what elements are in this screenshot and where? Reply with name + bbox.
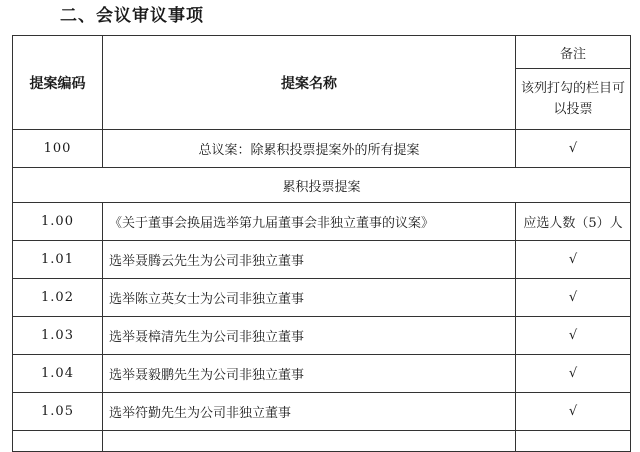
total-row [13,130,631,168]
proposal-name: 总议案：除累积投票提案外的所有提案 [103,130,516,168]
vote-note: 应选人数（5）人 [516,203,631,241]
table-row [13,393,631,431]
table-row [13,241,631,279]
section-heading: 二、会议审议事项 [60,6,204,26]
proposal-name: 选举符勤先生为公司非独立董事 [103,393,516,431]
header-note-desc: 该列打勾的栏目可以投票 [516,69,631,130]
header-name: 提案名称 [103,36,516,130]
proposal-code: 100 [13,130,103,168]
vote-check: √ [516,241,631,279]
proposal-name: 选举陈立英女士为公司非独立董事 [103,279,516,317]
proposal-name: 选举聂毅鹏先生为公司非独立董事 [103,355,516,393]
proposal-code: 1.05 [13,393,103,431]
proposal-code: 1.03 [13,317,103,355]
table-row [13,355,631,393]
section-title: 累积投票提案 [13,168,631,203]
proposal-name: 选举聂樟清先生为公司非独立董事 [103,317,516,355]
proposal-code: 1.04 [13,355,103,393]
proposal-name: 选举聂腾云先生为公司非独立董事 [103,241,516,279]
table-row [13,203,631,241]
vote-check: √ [516,355,631,393]
table-row [13,279,631,317]
vote-check: √ [516,279,631,317]
proposal-code: 1.00 [13,203,103,241]
proposal-table [12,35,631,452]
vote-check: √ [516,393,631,431]
vote-check: √ [516,130,631,168]
header-row [13,36,631,69]
proposal-code: 1.02 [13,279,103,317]
section-row [13,168,631,203]
header-code: 提案编码 [13,36,103,130]
vote-check: √ [516,317,631,355]
proposal-code: 1.01 [13,241,103,279]
table-row [13,317,631,355]
header-note-title: 备注 [516,36,631,69]
proposal-name: 《关于董事会换届选举第九届董事会非独立董事的议案》 [103,203,516,241]
table-row-partial [13,431,631,452]
